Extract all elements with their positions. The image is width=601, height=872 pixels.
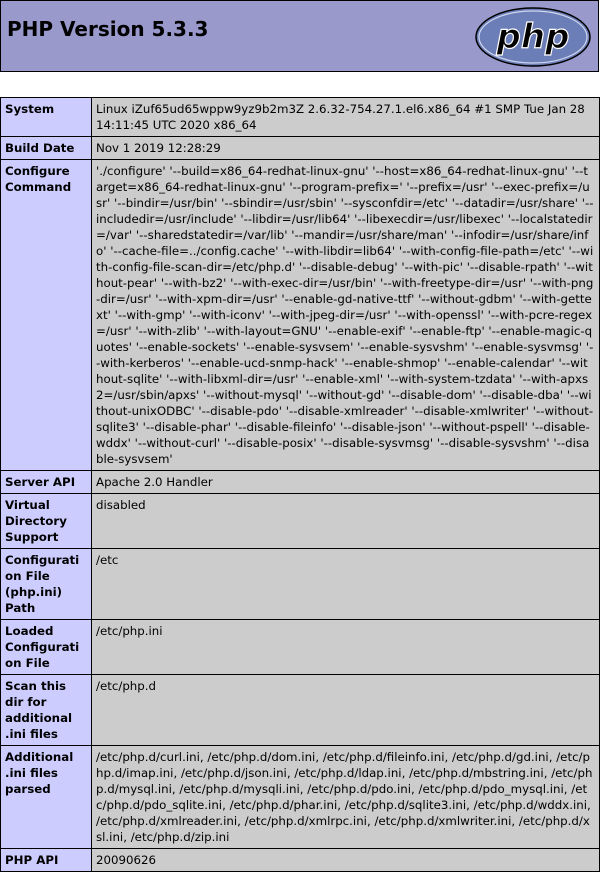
table-row xyxy=(1,137,600,160)
table-row xyxy=(1,549,600,620)
row-value: Linux iZuf65ud65wppw9yz9b2m3Z 2.6.32-754.27.1.el6.x86_64 #1 SMP Tue Jan 28 14:11:45 UTC 2020 x86_64 xyxy=(92,98,600,137)
row-value: /etc/php.d xyxy=(92,675,600,746)
php-logo-text: php xyxy=(496,17,570,57)
table-row xyxy=(1,98,600,137)
row-key: Configure Command xyxy=(1,160,92,471)
row-key: PHP API xyxy=(1,849,92,872)
table-row xyxy=(1,849,600,872)
table-row xyxy=(1,675,600,746)
row-value: disabled xyxy=(92,494,600,549)
row-key: System xyxy=(1,98,92,137)
row-key: Configuration File (php.ini) Path xyxy=(1,549,92,620)
row-key: Virtual Directory Support xyxy=(1,494,92,549)
row-value: /etc xyxy=(92,549,600,620)
php-logo-icon[interactable] xyxy=(474,7,592,67)
table-row xyxy=(1,471,600,494)
row-value: 20090626 xyxy=(92,849,600,872)
row-key: Server API xyxy=(1,471,92,494)
row-value: './configure' '--build=x86_64-redhat-linux-gnu' '--host=x86_64-redhat-linux-gnu' '--target=x86_64-redhat-linux-gnu' '--program-prefix=' '--prefix=/usr' '--exec-prefix=/usr' '--bindir=/usr/bin' '--sbindir=/usr/sbin' '--sysconfdir=/etc' '--datadir=/usr/share' '--includedir=/usr/include' '--libdir=/usr/lib64' '--libexecdir=/usr/libexec' '--localstatedir=/var' '--sharedstatedir=/var/lib' '--mandir=/usr/share/man' '--infodir=/usr/share/info' '--cache-file=../config.cache' '--with-libdir=lib64' '--with-config-file-path=/etc' '--with-config-file-scan-dir=/etc/php.d' '--disable-debug' '--with-pic' '--disable-rpath' '--without-pear' '--with-bz2' '--with-exec-dir=/usr/bin' '--with-freetype-dir=/usr' '--with-png-dir=/usr' '--with-xpm-dir=/usr' '--enable-gd-native-ttf' '--without-gdbm' '--with-gettext' '--with-gmp' '--with-iconv' '--with-jpeg-dir=/usr' '--with-openssl' '--with-pcre-regex=/usr' '--with-zlib' '--with-layout=GNU' '--enable-exif' '--enable-ftp' '--enable-magic-quotes' '--enable-sockets' '--enable-sysvsem' '--enable-sysvshm' '--enable-sysvmsg' '--with-kerberos' '--enable-ucd-snmp-hack' '--enable-shmop' '--enable-calendar' '--without-sqlite' '--with-libxml-dir=/usr' '--enable-xml' '--with-system-tzdata' '--with-apxs2=/usr/sbin/apxs' '--without-mysql' '--without-gd' '--disable-dom' '--disable-dba' '--without-unixODBC' '--disable-pdo' '--disable-xmlreader' '--disable-xmlwriter' '--without-sqlite3' '--disable-phar' '--disable-fileinfo' '--disable-json' '--without-pspell' '--disable-wddx' '--without-curl' '--disable-posix' '--disable-sysvmsg' '--disable-sysvshm' '--disable-sysvsem' xyxy=(92,160,600,471)
row-key: Build Date xyxy=(1,137,92,160)
row-value: /etc/php.d/curl.ini, /etc/php.d/dom.ini, /etc/php.d/fileinfo.ini, /etc/php.d/gd.ini, /etc/php.d/imap.ini, /etc/php.d/json.ini, /etc/php.d/ldap.ini, /etc/php.d/mbstring.ini, /etc/php.d/mysql.ini, /etc/php.d/mysqli.ini, /etc/php.d/pdo.ini, /etc/php.d/pdo_mysql.ini, /etc/php.d/pdo_sqlite.ini, /etc/php.d/phar.ini, /etc/php.d/sqlite3.ini, /etc/php.d/wddx.ini, /etc/php.d/xmlreader.ini, /etc/php.d/xmlrpc.ini, /etc/php.d/xmlwriter.ini, /etc/php.d/xsl.ini, /etc/php.d/zip.ini xyxy=(92,746,600,849)
table-row xyxy=(1,746,600,849)
row-key: Additional .ini files parsed xyxy=(1,746,92,849)
table-row xyxy=(1,494,600,549)
row-key: Scan this dir for additional .ini files xyxy=(1,675,92,746)
row-key: Loaded Configuration File xyxy=(1,620,92,675)
table-row xyxy=(1,620,600,675)
row-value: Nov 1 2019 12:28:29 xyxy=(92,137,600,160)
info-table xyxy=(0,97,600,872)
page-title: PHP Version 5.3.3 xyxy=(7,17,209,41)
row-value: /etc/php.ini xyxy=(92,620,600,675)
table-row xyxy=(1,160,600,471)
php-version-header xyxy=(0,0,599,72)
row-value: Apache 2.0 Handler xyxy=(92,471,600,494)
